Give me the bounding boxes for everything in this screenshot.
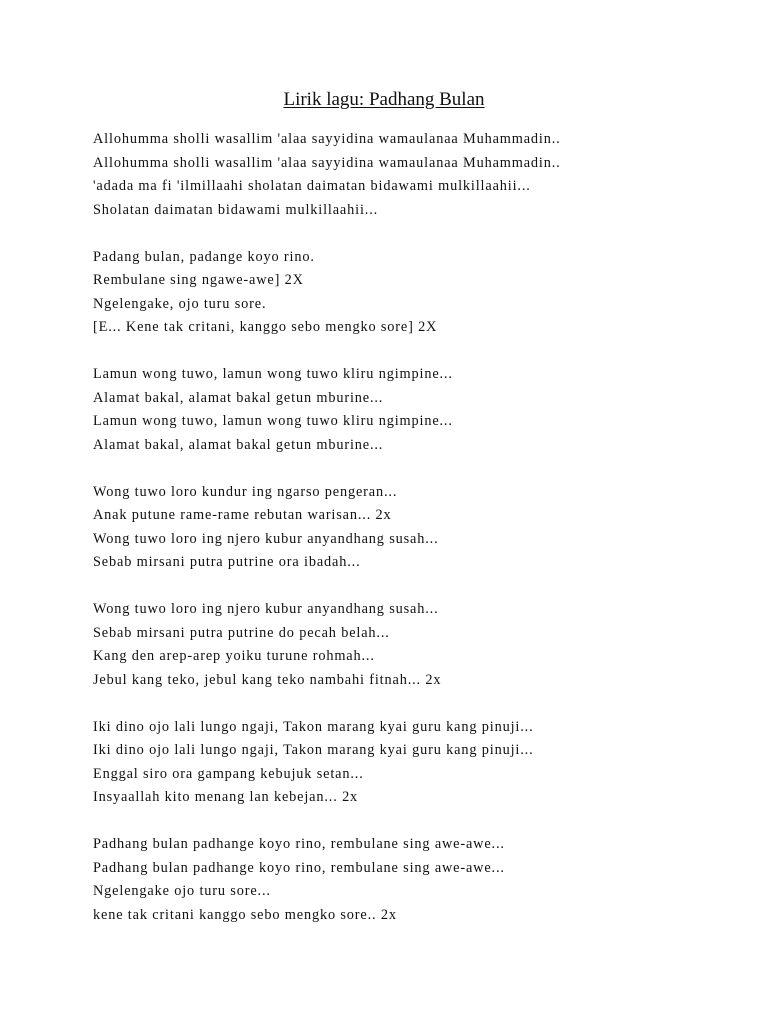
lyrics-body	[93, 128, 733, 951]
stanza-3	[93, 363, 733, 457]
stanza-2	[93, 246, 733, 340]
lyric-line: Lamun wong tuwo, lamun wong tuwo kliru ngimpine...	[93, 413, 453, 429]
lyric-line: Anak putune rame-rame rebutan warisan... 2x	[93, 507, 392, 523]
lyric-line: Alamat bakal, alamat bakal getun mburine...	[93, 389, 384, 406]
page-title: Lirik lagu: Padhang Bulan	[283, 89, 485, 110]
lyric-line: Sebab mirsani putra putrine ora ibadah...	[93, 554, 361, 570]
stanza-7	[93, 833, 733, 927]
lyric-line: Jebul kang teko, jebul kang teko nambahi fitnah... 2x	[93, 671, 442, 688]
lyric-line: Lamun wong tuwo, lamun wong tuwo kliru ngimpine...	[93, 366, 453, 382]
lyric-line: Iki dino ojo lali lungo ngaji, Takon marang kyai guru kang pinuji...	[93, 742, 534, 758]
lyric-line: Rembulane sing ngawe-awe] 2X	[93, 272, 304, 288]
lyric-line: Padhang bulan padhange koyo rino, rembulane sing awe-awe...	[93, 836, 505, 852]
lyric-line: Sebab mirsani putra putrine do pecah belah...	[93, 624, 390, 641]
lyric-line: Ngelengake ojo turu sore...	[93, 883, 271, 899]
lyric-line: kene tak critani kanggo sebo mengko sore.. 2x	[93, 906, 397, 923]
lyric-line: Kang den arep-arep yoiku turune rohmah...	[93, 648, 375, 664]
lyric-line: Wong tuwo loro kundur ing ngarso pengeran...	[93, 483, 398, 500]
lyric-line: Padang bulan, padange koyo rino.	[93, 248, 315, 265]
lyric-line: Allohumma sholli wasallim 'alaa sayyidina wamaulanaa Muhammadin..	[93, 131, 561, 147]
lyric-line: Allohumma sholli wasallim 'alaa sayyidina wamaulanaa Muhammadin..	[93, 154, 561, 171]
lyric-line: Insyaallah kito menang lan kebejan... 2x	[93, 789, 359, 805]
lyric-line: Wong tuwo loro ing njero kubur anyandhang susah...	[93, 530, 439, 547]
stanza-4	[93, 481, 733, 575]
lyric-line: Wong tuwo loro ing njero kubur anyandhang susah...	[93, 601, 439, 617]
lyric-line: [E... Kene tak critani, kanggo sebo mengko sore] 2X	[93, 319, 438, 335]
stanza-1	[93, 128, 733, 222]
lyric-line: Sholatan daimatan bidawami mulkillaahii...	[93, 201, 379, 218]
lyric-line: Padhang bulan padhange koyo rino, rembulane sing awe-awe...	[93, 859, 505, 876]
stanza-5	[93, 598, 733, 692]
lyric-line: Enggal siro ora gampang kebujuk setan...	[93, 765, 364, 782]
lyric-line: Iki dino ojo lali lungo ngaji, Takon marang kyai guru kang pinuji...	[93, 718, 534, 735]
lyric-line: 'adada ma fi 'ilmillaahi sholatan daimatan bidawami mulkillaahii...	[93, 178, 531, 194]
lyric-line: Alamat bakal, alamat bakal getun mburine...	[93, 436, 384, 453]
stanza-6	[93, 716, 733, 810]
lyric-line: Ngelengake, ojo turu sore.	[93, 295, 267, 312]
